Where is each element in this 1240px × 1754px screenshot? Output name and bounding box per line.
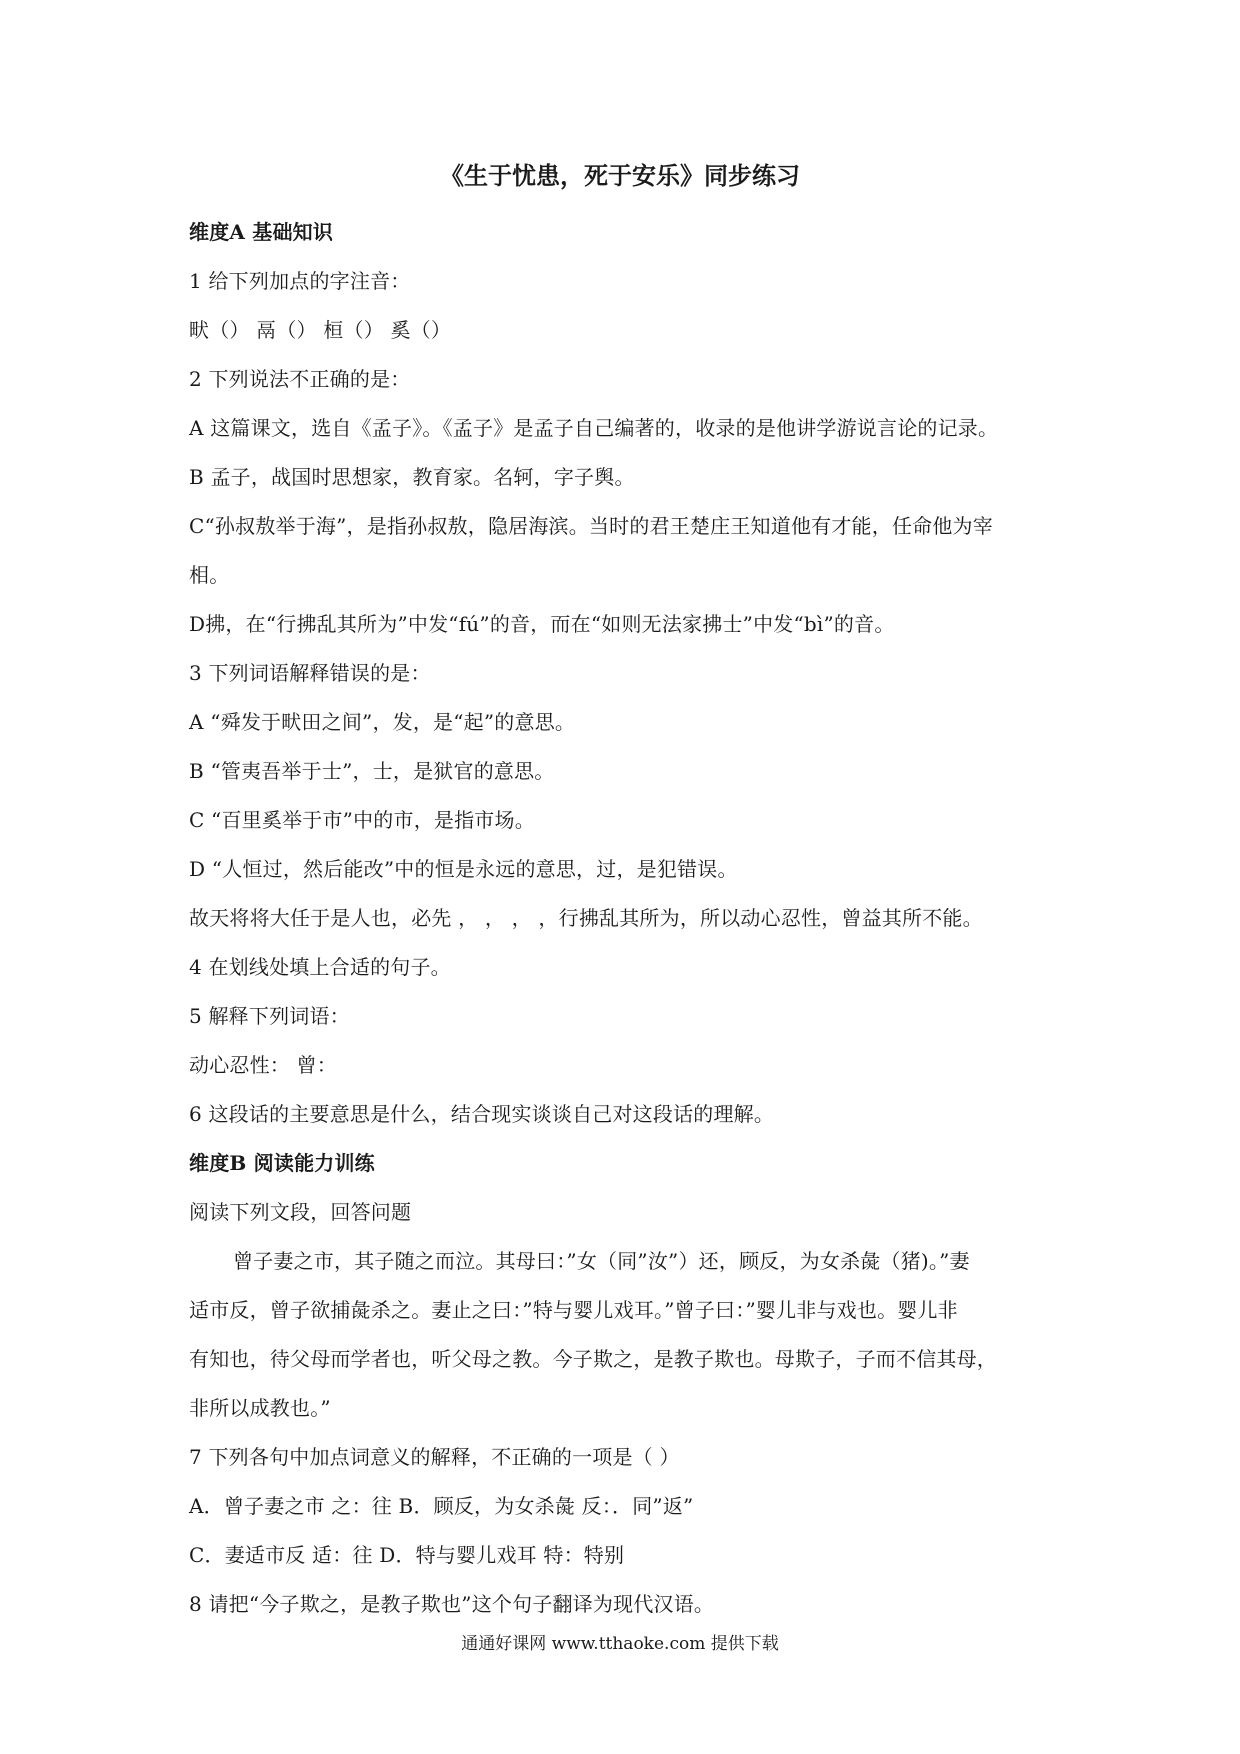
text-line: C“孙叔敖举于海”，是指孙叔敖，隐居海滨。当时的君王楚庄王知道他有才能，任命他为宰 [189, 514, 993, 538]
text-line: 6 这段话的主要意思是什么，结合现实谈谈自己对这段话的理解。 [189, 1102, 775, 1126]
text-line: A “舜发于畎田之间”，发，是“起”的意思。 [189, 710, 576, 734]
text-line: 曾子妻之市，其子随之而泣。其母曰：”女（同”汝”）还，顾反，为女杀彘（猪)。”妻 [233, 1249, 970, 1273]
text-line: 故天将将大任于是人也，必先 ， ， ， ，行拂乱其所为，所以动心忍性，曾益其所不能。 [189, 906, 983, 930]
text-line: 2 下列说法不正确的是： [189, 367, 411, 391]
text-line: D拂，在“行拂乱其所为”中发“fú”的音，而在“如则无法家拂士”中发“bì”的音。 [189, 612, 895, 636]
section-heading: 维度A 基础知识 [189, 220, 334, 244]
document-title: 《生于忧患，死于安乐》同步练习 [440, 161, 800, 190]
text-line: 非所以成教也。” [189, 1396, 331, 1420]
text-line: 阅读下列文段，回答问题 [189, 1200, 412, 1224]
text-line: B 孟子，战国时思想家，教育家。名轲，字子舆。 [189, 465, 635, 489]
text-line: 相。 [189, 563, 230, 587]
text-line: C “百里奚举于市”中的市，是指市场。 [189, 808, 535, 832]
text-line: 7 下列各句中加点词意义的解释，不正确的一项是（ ） [189, 1445, 680, 1469]
text-line: D “人恒过，然后能改”中的恒是永远的意思，过，是犯错误。 [189, 857, 738, 881]
text-line: 动心忍性： 曾： [189, 1053, 337, 1077]
text-line: 8 请把“今子欺之，是教子欺也”这个句子翻译为现代汉语。 [189, 1592, 715, 1616]
text-line: 3 下列词语解释错误的是： [189, 661, 431, 685]
text-line: 4 在划线处填上合适的句子。 [189, 955, 451, 979]
document-body [189, 208, 1069, 1629]
text-line: 5 解释下列词语： [189, 1004, 350, 1028]
text-line: B “管夷吾举于士”，士，是狱官的意思。 [189, 759, 555, 783]
text-line: 适市反，曾子欲捕彘杀之。妻止之曰：”特与婴儿戏耳。”曾子曰：”婴儿非与戏也。婴儿非 [189, 1298, 958, 1322]
section-heading: 维度B 阅读能力训练 [189, 1151, 375, 1175]
text-line: 有知也，待父母而学者也，听父母之教。今子欺之，是教子欺也。母欺子，子而不信其母， [189, 1347, 997, 1371]
text-line: 1 给下列加点的字注音： [189, 269, 411, 293]
page-footer: 通通好课网 www.tthaoke.com 提供下载 [461, 1634, 779, 1654]
text-line: C．妻适市反 适：往 D．特与婴儿戏耳 特：特别 [189, 1543, 625, 1567]
text-line: 畎（） 鬲（） 桓（） 奚（） [189, 318, 452, 342]
text-line: A．曾子妻之市 之：往 B．顾反，为女杀彘 反：．同”返” [189, 1494, 694, 1518]
text-line: A 这篇课文，选自《孟子》。《孟子》是孟子自己编著的，收录的是他讲学游说言论的记录。 [189, 416, 999, 440]
